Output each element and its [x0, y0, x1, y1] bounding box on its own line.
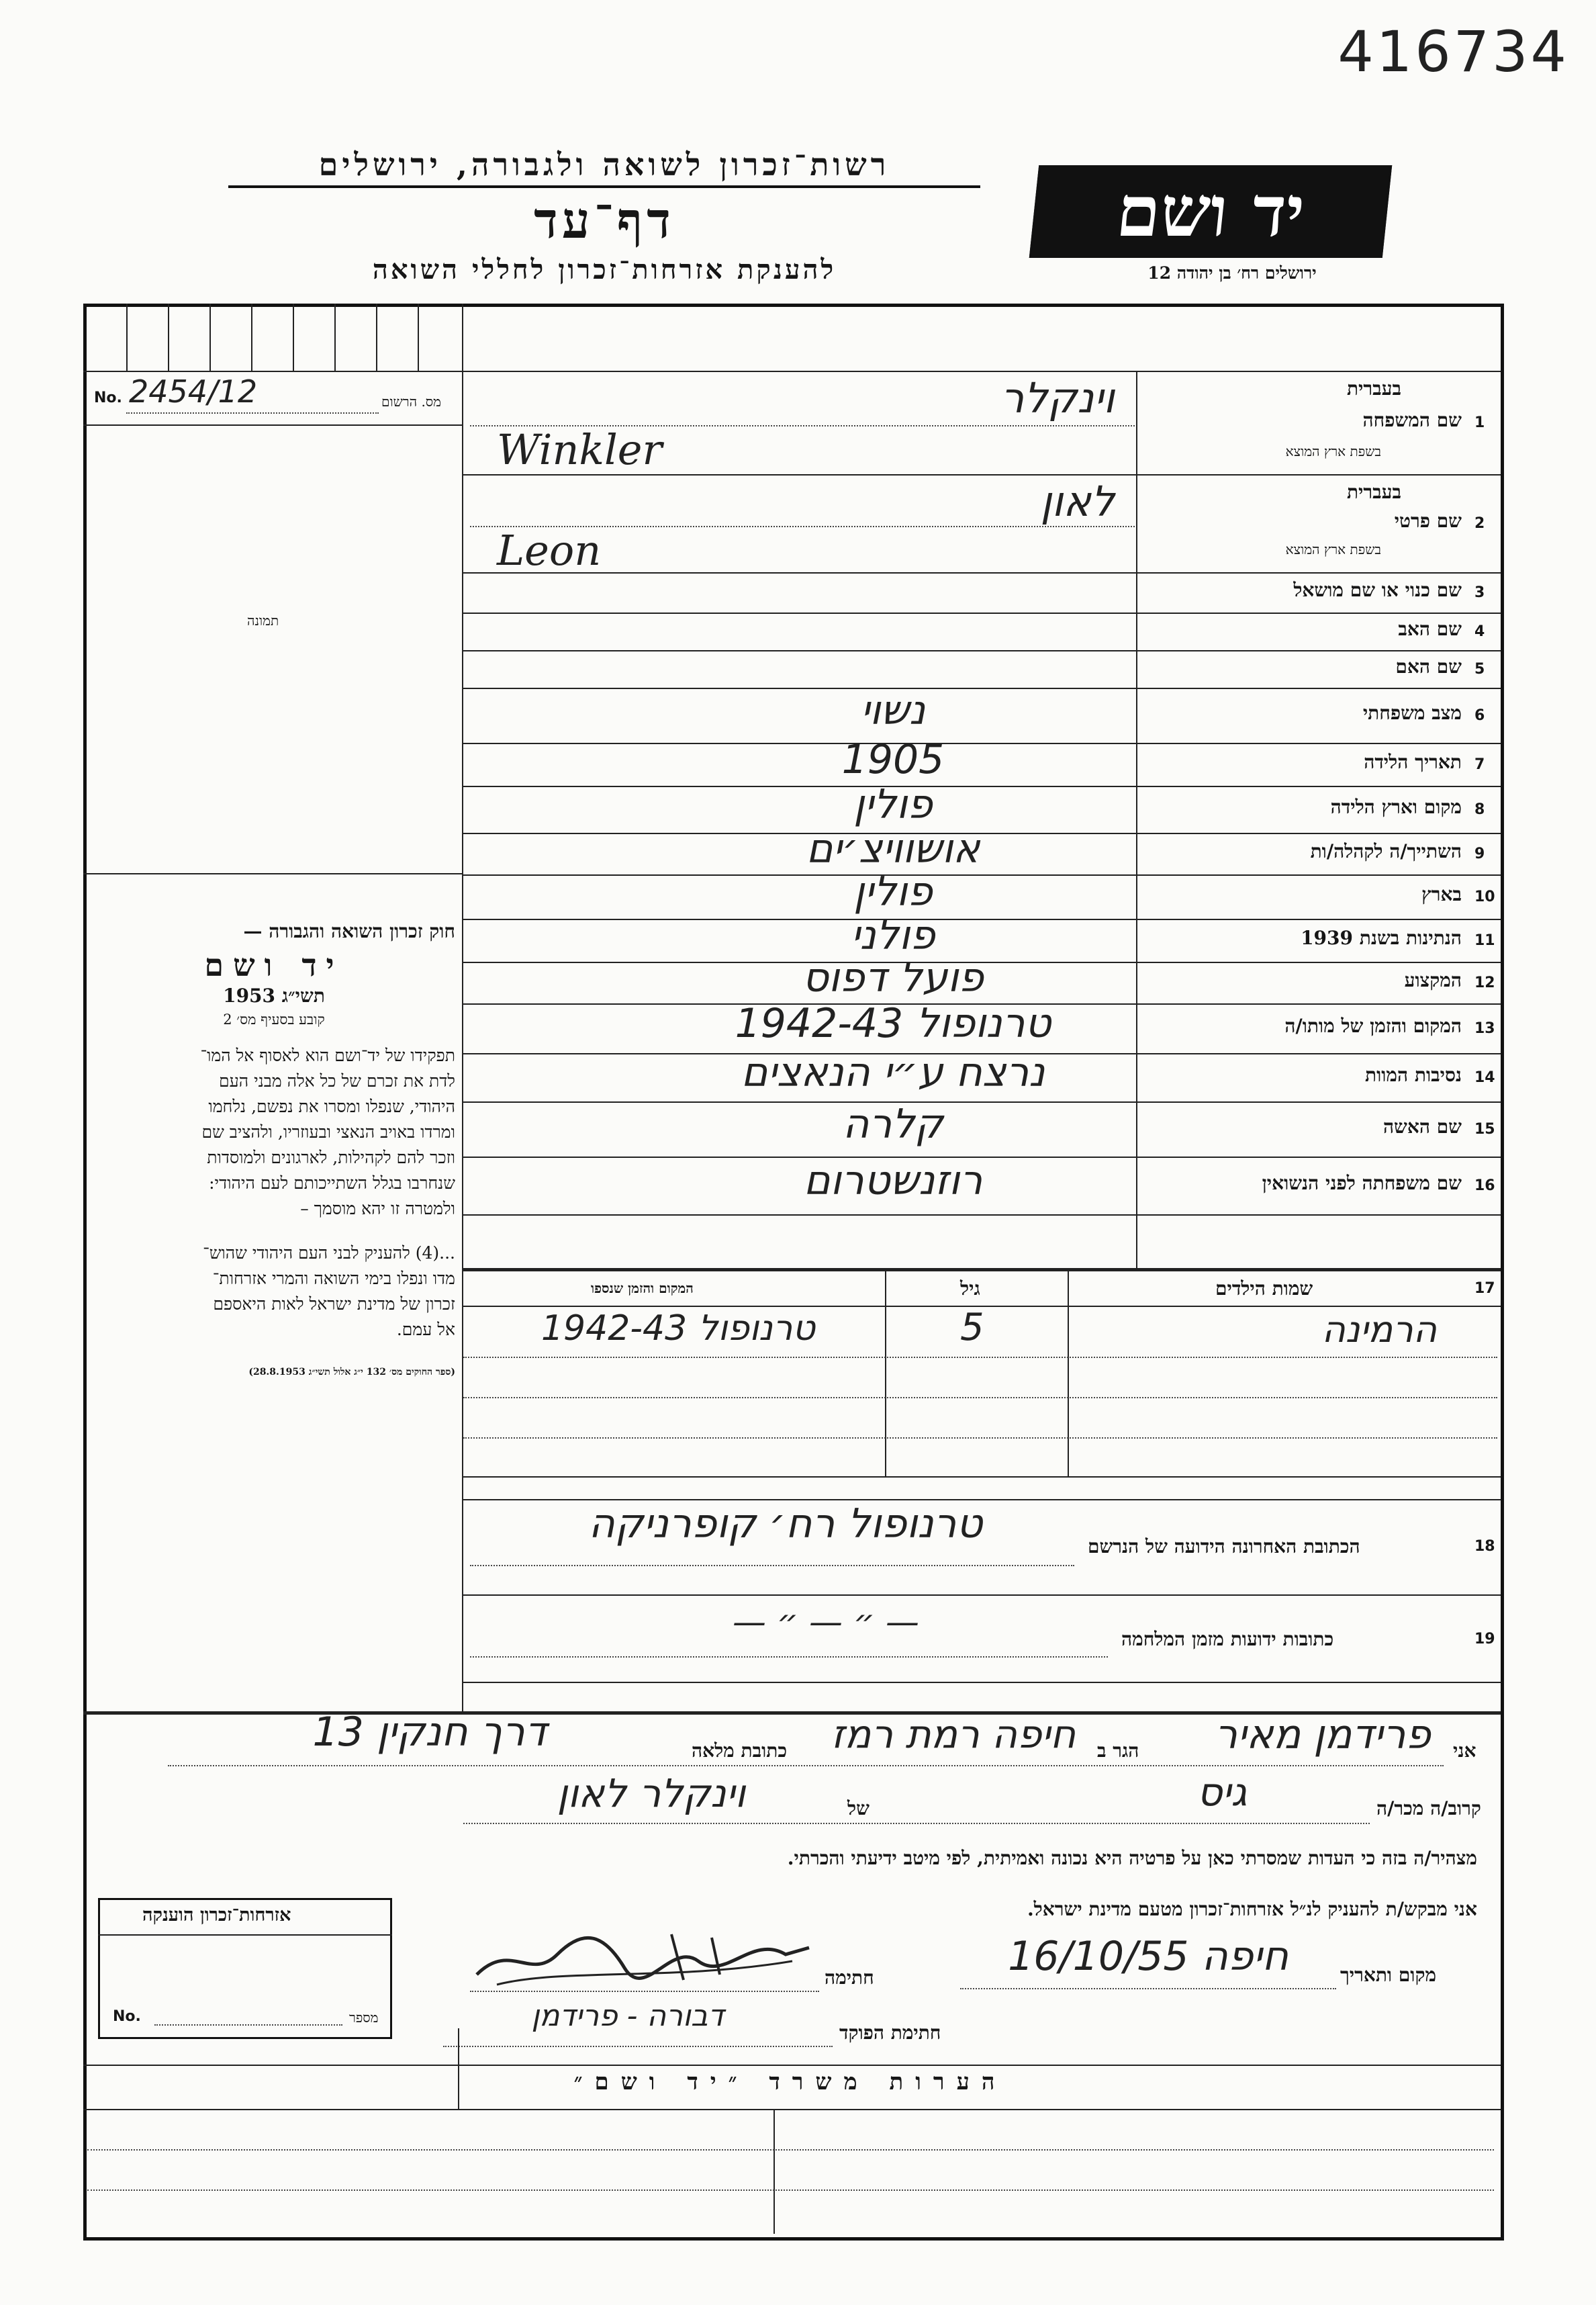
law-line: וזכר להם לקהילות, לארגונים ולמוסדות	[207, 1148, 455, 1167]
yad-vashem-logo: יד ושם	[1029, 165, 1393, 258]
field-value-10: פולין	[853, 868, 933, 915]
children-col-names: שמות הילדים	[1215, 1277, 1313, 1300]
relation-of-name: וינקלר לאון	[557, 1770, 746, 1816]
field-value-he-2: לאון	[1040, 477, 1115, 526]
field-label-3: שם כנוי או שם מושאל	[1293, 579, 1462, 601]
field-num-5: 5	[1474, 661, 1485, 678]
child-age: 5	[960, 1306, 984, 1349]
field-value-12: פועל דפוס	[802, 954, 984, 1001]
field-value-13: טרנופול 1942-43	[735, 1000, 1051, 1047]
photo-label: תמונה	[247, 613, 279, 629]
field-num-7: 7	[1474, 756, 1485, 773]
relation-value: גיס	[1196, 1769, 1248, 1815]
law-clause-ref: קובע בסעיף מס׳ 2	[223, 1011, 325, 1028]
last-address-value: טרנופול רח׳ קופרניקה	[588, 1500, 983, 1547]
law-line: ולמטרה זו יהא מוסמך –	[300, 1199, 455, 1218]
law-source: (ספר החוקים מס׳ 132 י״ג אלול תשי״ג 28.8.1953)	[248, 1367, 455, 1377]
field-value-9: אושוויצ׳ים	[806, 825, 980, 872]
field-value-11: פולני	[851, 912, 935, 959]
law-clause-4	[93, 1240, 455, 1343]
law-line: ומרדו באויב הנאצי ובעוזריו, ולהציב שם	[201, 1122, 455, 1142]
field-value-6: נשוי	[860, 687, 926, 734]
field-value-8: פולין	[853, 781, 933, 828]
field-value-14: נרצח ע״י הנאצים	[741, 1049, 1045, 1096]
law-line: לדת את זכרם של כל אלה מבני העם	[219, 1071, 455, 1091]
field-num-13: 13	[1474, 1020, 1495, 1037]
field-num-11: 11	[1474, 932, 1495, 949]
law-clause-line: זכרון של מדינת ישראל לאות היאספם	[213, 1294, 455, 1314]
field-label-14: נסיבות המוות	[1365, 1064, 1462, 1086]
child-name: הרמינה	[1321, 1308, 1437, 1351]
war-addresses-value: — ״ — ״ —	[732, 1602, 920, 1641]
field-label-11: הנתינות בשנת 1939	[1301, 927, 1462, 949]
field-label-15: שם האשה	[1382, 1116, 1462, 1138]
field-label-4: שם האב	[1398, 618, 1462, 640]
registration-no-value: 2454/12	[129, 373, 258, 410]
field-label-9: השתייך/ה לקהלה/ות	[1310, 840, 1462, 862]
field-num-12: 12	[1474, 975, 1495, 991]
field-num-9: 9	[1474, 846, 1485, 862]
declarant-name: פרידמן מאיר	[1215, 1711, 1431, 1758]
archive-number: 416734	[1337, 19, 1569, 85]
declarant-residence: חיפה רמת רמז	[831, 1711, 1076, 1757]
law-line: תפקידו של יד־ושם הוא לאסוף אל המו־	[200, 1046, 455, 1065]
form-title: דף־עד	[534, 192, 675, 250]
field-label-2: שם פרטי	[1394, 510, 1462, 532]
citizenship-box-title: אזרחות־זכרון הוענקה	[142, 1905, 291, 1926]
place-and-date: חיפה 16/10/55	[1008, 1933, 1288, 1980]
last-address-label: הכתובת האחרונה הידועה של הנרשם	[1088, 1535, 1360, 1557]
war-addresses-label: כתובות ידועות מזמן המלחמה	[1121, 1628, 1334, 1650]
field-num-4: 4	[1474, 623, 1485, 640]
field-num-2: 2	[1474, 515, 1485, 532]
field-label-16: שם משפחתה לפני הנשואין	[1262, 1172, 1462, 1194]
law-paragraph	[93, 1043, 455, 1222]
field-label-5: שם האם	[1395, 656, 1462, 678]
declaration-request: אני מבקש/ת להעניק לנ״ל אזרחות־זכרון מטעם מדינת ישראל.	[1027, 1898, 1477, 1920]
field-num-10: 10	[1474, 889, 1495, 905]
declarant-signature	[470, 1921, 819, 1995]
field-num-16: 16	[1474, 1177, 1495, 1194]
law-line: היהודי, שנפלו ומסרו את נפשם, נלחמו	[208, 1097, 455, 1116]
field-label-7: תאריך הלידה	[1364, 751, 1462, 773]
field-value-15: קלרה	[843, 1101, 943, 1148]
law-year: תשי״ג 1953	[223, 985, 325, 1007]
law-name: יד ושם	[204, 947, 344, 983]
logo-address: ירושלים רח׳ בן יהודה 12	[1147, 263, 1317, 283]
law-clause-line: אל עמם.	[396, 1320, 455, 1339]
children-col-age: גיל	[960, 1277, 980, 1300]
field-label-1: שם המשפחה	[1362, 409, 1462, 431]
field-value-7: 1905	[841, 736, 945, 783]
law-line: שנחרבו בגלל השתייכותם לעם היהודי:	[209, 1173, 455, 1193]
registration-no-label-he: מס. הרשום	[381, 394, 442, 410]
law-clause-line: מדו ונפלו בימי השואה והמרי אזרחות־	[212, 1269, 455, 1288]
field-num-6: 6	[1474, 707, 1485, 724]
law-title: חוק זכרון השואה והגבורה —	[243, 920, 455, 942]
field-value-orig-1: Winkler	[497, 425, 663, 474]
field-num-3: 3	[1474, 584, 1485, 601]
officer-signature: דבורה - פרידמן	[531, 1999, 724, 2033]
office-notes-title: הערות משרד ״יד ושם״	[573, 2069, 1007, 2095]
field-num-8: 8	[1474, 801, 1485, 818]
field-num-14: 14	[1474, 1069, 1495, 1086]
declaration-statement: מצהיר/ה בזה כי העדות שמסרתי כאן על פרטיה היא נכונה ואמיתית, לפי מיטב ידיעתי והכרתי.	[787, 1847, 1477, 1869]
field-value-he-1: וינקלר	[1000, 373, 1115, 422]
registration-no-label: No.	[94, 390, 122, 406]
field-label-12: המקצוע	[1404, 969, 1462, 991]
field-value-orig-2: Leon	[497, 526, 602, 575]
field-label-8: מקום וארץ הלידה	[1330, 796, 1462, 818]
child-place-date: טרנופול 1942-43	[541, 1308, 816, 1349]
field-num-1: 1	[1474, 414, 1485, 431]
field-label-10: בארץ	[1421, 883, 1462, 905]
field-label-13: המקום והזמן של מותו/ה	[1284, 1015, 1462, 1037]
form-subtitle: להענקת אזרחות־זכרון לחללי השואה	[372, 254, 837, 285]
law-clause-line: ...(4) להעניק לבני העם היהודי שהוש־	[203, 1243, 455, 1263]
authority-heading: רשות־זכרון לשואה ולגבורה, ירושלים	[228, 146, 980, 188]
field-label-6: מצב משפחתי	[1362, 702, 1462, 724]
children-col-place: המקום והזמן שנספו	[591, 1280, 694, 1296]
field-num-15: 15	[1474, 1121, 1495, 1138]
field-value-16: רוזנשטרום	[803, 1157, 983, 1204]
declarant-full-address: דרך חנקין 13	[312, 1709, 547, 1756]
